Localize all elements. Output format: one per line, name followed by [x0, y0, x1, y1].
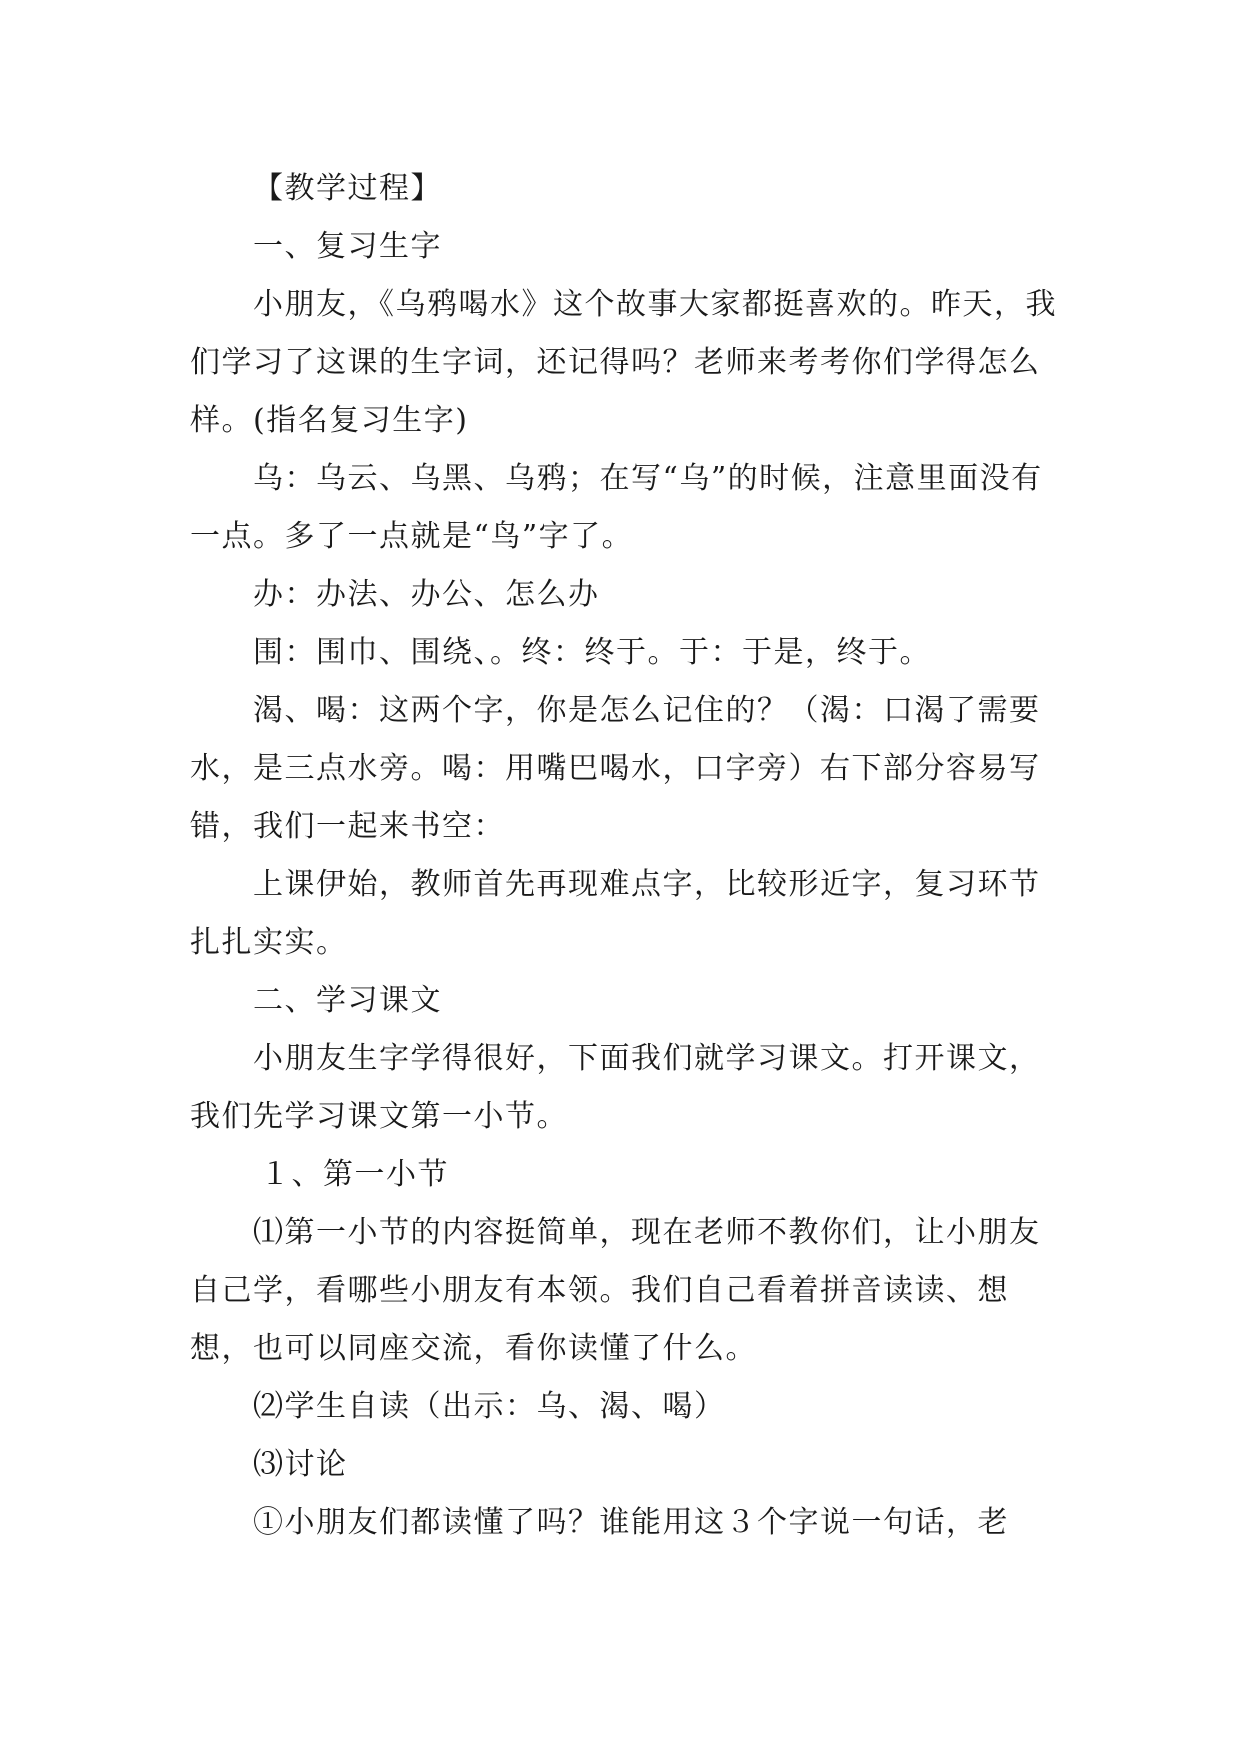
paragraph: ⑶讨论: [253, 1447, 348, 1482]
subsection-heading: １、第一小节: [260, 1157, 449, 1192]
section-heading-teaching-process: 【教学过程】: [253, 171, 442, 206]
paragraph: 围：围巾、围绕、。终：终于。于：于是，终于。: [253, 635, 931, 670]
document-body: [190, 160, 1060, 1552]
section-heading-learn-text: 二、学习课文: [253, 983, 442, 1018]
paragraph: 办：办法、办公、怎么办: [253, 577, 600, 612]
paragraph: ⑵学生自读（出示：乌、渴、喝）: [253, 1389, 726, 1424]
paragraph: ①小朋友们都读懂了吗？谁能用这３个字说一句话，老: [253, 1505, 1009, 1540]
paragraph: 上课伊始，教师首先再现难点字，比较形近字，复习环节扎扎实实。: [190, 867, 1041, 960]
paragraph: 乌：乌云、乌黑、乌鸦；在写“乌”的时候，注意里面没有一点。多了一点就是“鸟”字了。: [190, 461, 1043, 554]
paragraph: ⑴第一小节的内容挺简单，现在老师不教你们，让小朋友自己学，看哪些小朋友有本领。我们自己看着拼音读读、想想，也可以同座交流，看你读懂了什么。: [190, 1215, 1041, 1366]
section-heading-review: 一、复习生字: [253, 229, 442, 264]
paragraph: 渴、喝：这两个字，你是怎么记住的？（渴：口渴了需要水，是三点水旁。喝：用嘴巴喝水，口字旁）右下部分容易写错，我们一起来书空：: [190, 693, 1041, 844]
paragraph: 小朋友，《乌鸦喝水》这个故事大家都挺喜欢的。昨天，我们学习了这课的生字词，还记得吗？老师来考考你们学得怎么样。(指名复习生字): [190, 287, 1057, 438]
paragraph: 小朋友生字学得很好，下面我们就学习课文。打开课文，我们先学习课文第一小节。: [190, 1041, 1041, 1134]
